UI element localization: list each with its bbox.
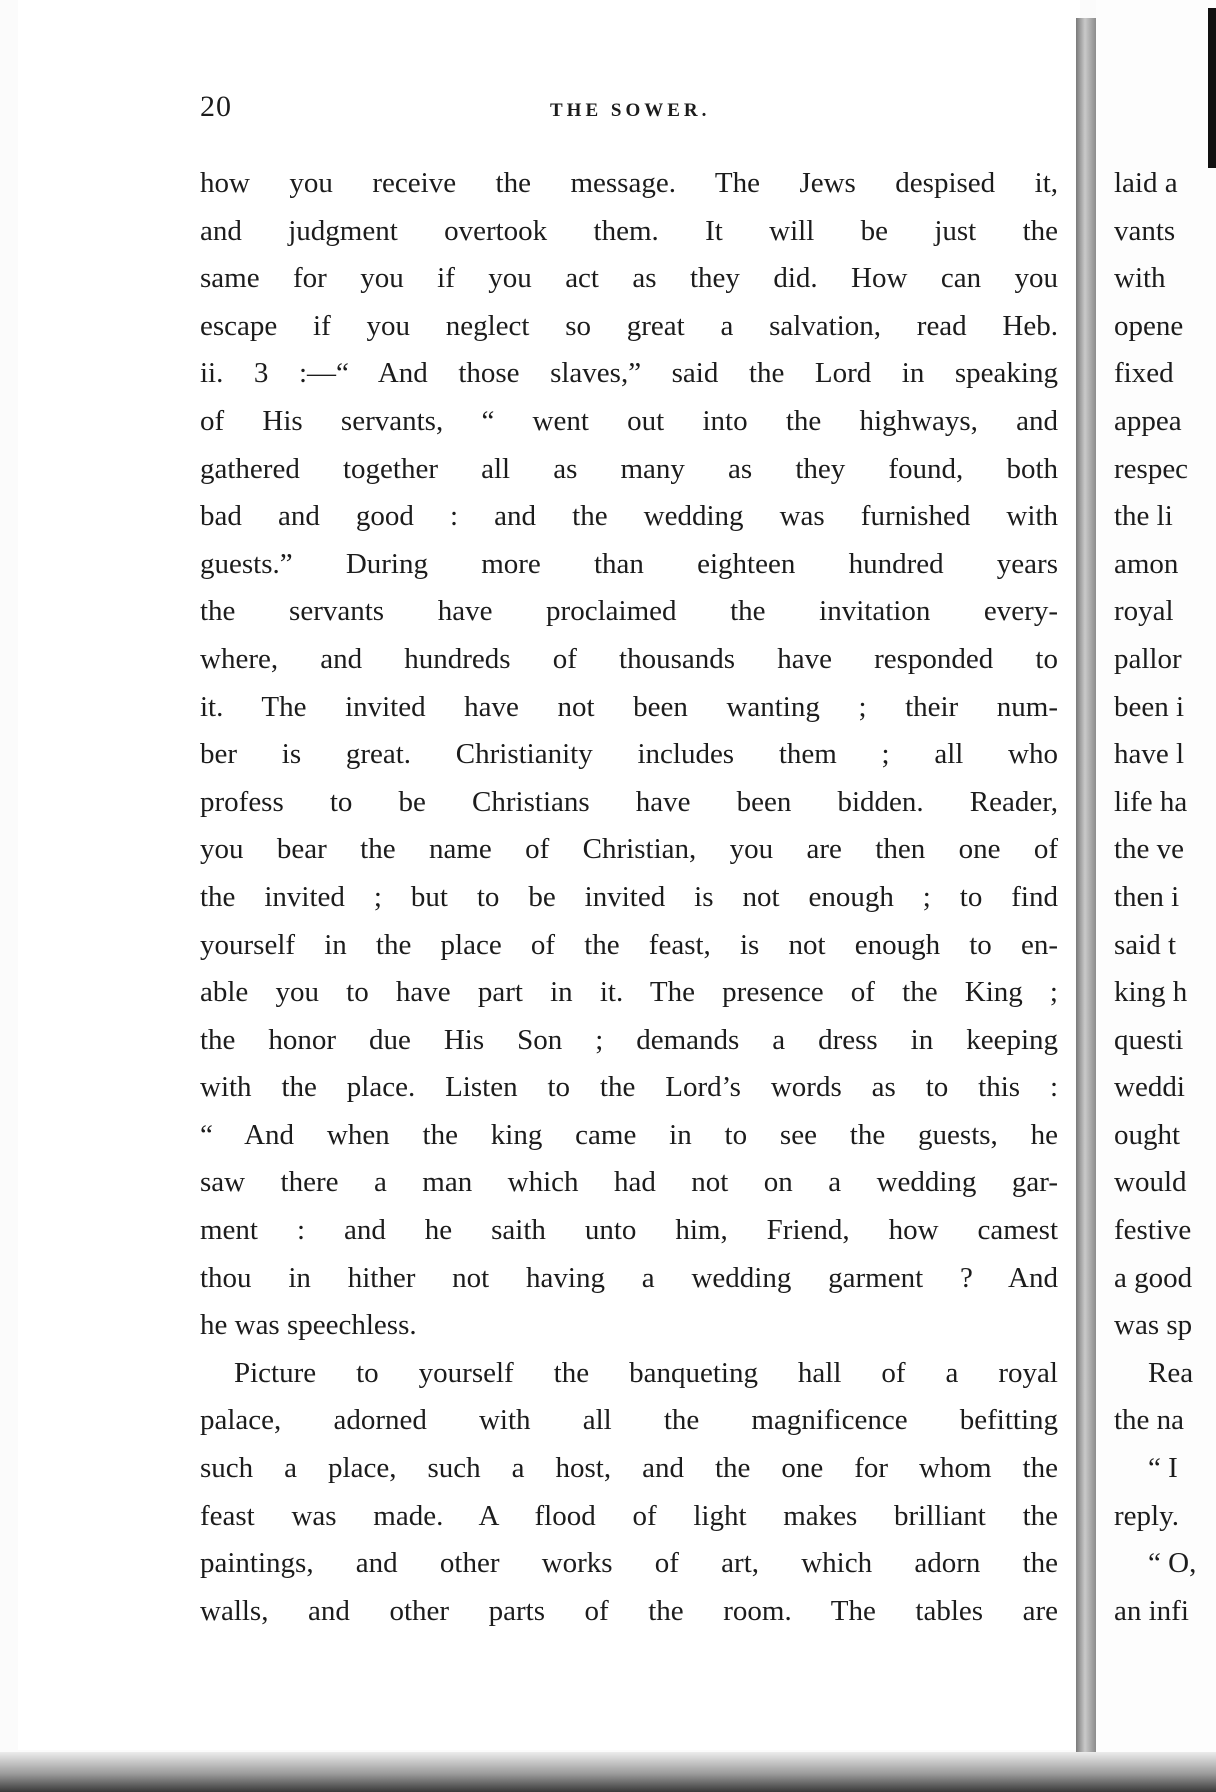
text-line: able you to have part in it. The presence of the King ; — [200, 976, 1058, 1009]
text-line: ought — [1114, 1118, 1181, 1151]
text-line: paintings, and other works of art, which adorn the — [200, 1547, 1058, 1580]
text-line: then i — [1114, 880, 1180, 913]
text-line: respec — [1114, 452, 1189, 485]
text-line: escape if you neglect so great a salvation, read Heb. — [200, 309, 1058, 342]
text-line: have l — [1114, 738, 1185, 771]
text-line: palace, adorned with all the magnificence befitting — [200, 1404, 1058, 1437]
text-line: you bear the name of Christian, you are then one of — [200, 833, 1058, 866]
left-page-text — [200, 160, 1058, 1635]
page-number: 20 — [200, 90, 232, 123]
right-page — [1096, 0, 1216, 1752]
text-line: the invited ; but to be invited is not enough ; to find — [200, 880, 1058, 913]
text-line: was sp — [1114, 1309, 1193, 1342]
text-line: Picture to yourself the banqueting hall of a royal — [234, 1356, 1058, 1389]
text-line: how you receive the message. The Jews despised it, — [200, 167, 1058, 199]
text-line: the li — [1114, 500, 1173, 533]
text-line: and judgment overtook them. It will be just the — [200, 214, 1058, 247]
text-line: amon — [1114, 547, 1179, 580]
text-line: fixed — [1114, 357, 1174, 390]
text-line: questi — [1114, 1023, 1184, 1056]
text-line: same for you if you act as they did. How can you — [200, 262, 1058, 295]
right-page-text — [1114, 160, 1216, 1635]
text-line: ment : and he saith unto him, Friend, how camest — [200, 1214, 1058, 1247]
text-line: guests.” During more than eighteen hundred years — [200, 547, 1058, 580]
text-line: appea — [1114, 404, 1182, 437]
text-line: with the place. Listen to the Lord’s words as to this : — [200, 1071, 1058, 1104]
text-line: vants — [1114, 214, 1176, 247]
text-line: feast was made. A flood of light makes brilliant the — [200, 1499, 1058, 1532]
text-line: it. The invited have not been wanting ; their num- — [200, 690, 1058, 723]
page-bottom-edge — [0, 1752, 1216, 1792]
text-line: of His servants, “ went out into the highways, and — [200, 404, 1058, 437]
text-line: Rea — [1148, 1356, 1194, 1389]
text-line: king h — [1114, 976, 1188, 1009]
text-line: bad and good : and the wedding was furnished with — [200, 500, 1058, 533]
running-title: THE SOWER. — [550, 100, 711, 121]
text-line: profess to be Christians have been bidden. Reader, — [200, 785, 1058, 818]
text-line: the na — [1114, 1404, 1185, 1437]
text-line: saw there a man which had not on a wedding gar- — [200, 1166, 1058, 1199]
text-line: festive — [1114, 1214, 1192, 1247]
text-line: said t — [1114, 928, 1177, 961]
text-line: ber is great. Christianity includes them ; all who — [200, 738, 1058, 771]
text-line: with — [1114, 262, 1166, 295]
text-line: an infi — [1114, 1594, 1189, 1627]
text-line: “ I — [1148, 1452, 1178, 1485]
text-line: laid a — [1114, 167, 1178, 199]
text-line: “ And when the king came in to see the guests, he — [200, 1118, 1058, 1151]
text-line: been i — [1114, 690, 1185, 723]
text-line: such a place, such a host, and the one for whom the — [200, 1452, 1058, 1485]
text-line: ii. 3 :—“ And those slaves,” said the Lord in speaking — [200, 357, 1058, 390]
text-line: walls, and other parts of the room. The tables are — [200, 1594, 1058, 1627]
text-line: thou in hither not having a wedding garment ? And — [200, 1261, 1058, 1294]
text-line: gathered together all as many as they found, both — [200, 452, 1058, 485]
page-header — [200, 90, 1060, 130]
text-line: weddi — [1114, 1071, 1185, 1104]
text-line: the servants have proclaimed the invitation every- — [200, 595, 1058, 628]
text-line: pallor — [1114, 642, 1182, 675]
text-line: where, and hundreds of thousands have responded to — [200, 642, 1058, 675]
text-line: reply. — [1114, 1499, 1179, 1532]
text-line: royal — [1114, 595, 1174, 628]
text-line: the ve — [1114, 833, 1185, 866]
text-line: “ O, — [1148, 1547, 1197, 1580]
text-line: would — [1114, 1166, 1187, 1199]
text-line: opene — [1114, 309, 1184, 342]
page-corner-mark — [1208, 8, 1216, 168]
text-line: yourself in the place of the feast, is not enough to en- — [200, 928, 1058, 961]
text-line: life ha — [1114, 785, 1188, 818]
text-line: he was speechless. — [200, 1309, 417, 1342]
text-line: a good — [1114, 1261, 1193, 1294]
page-gutter-shadow — [1076, 18, 1096, 1763]
text-line: the honor due His Son ; demands a dress in keeping — [200, 1023, 1058, 1056]
